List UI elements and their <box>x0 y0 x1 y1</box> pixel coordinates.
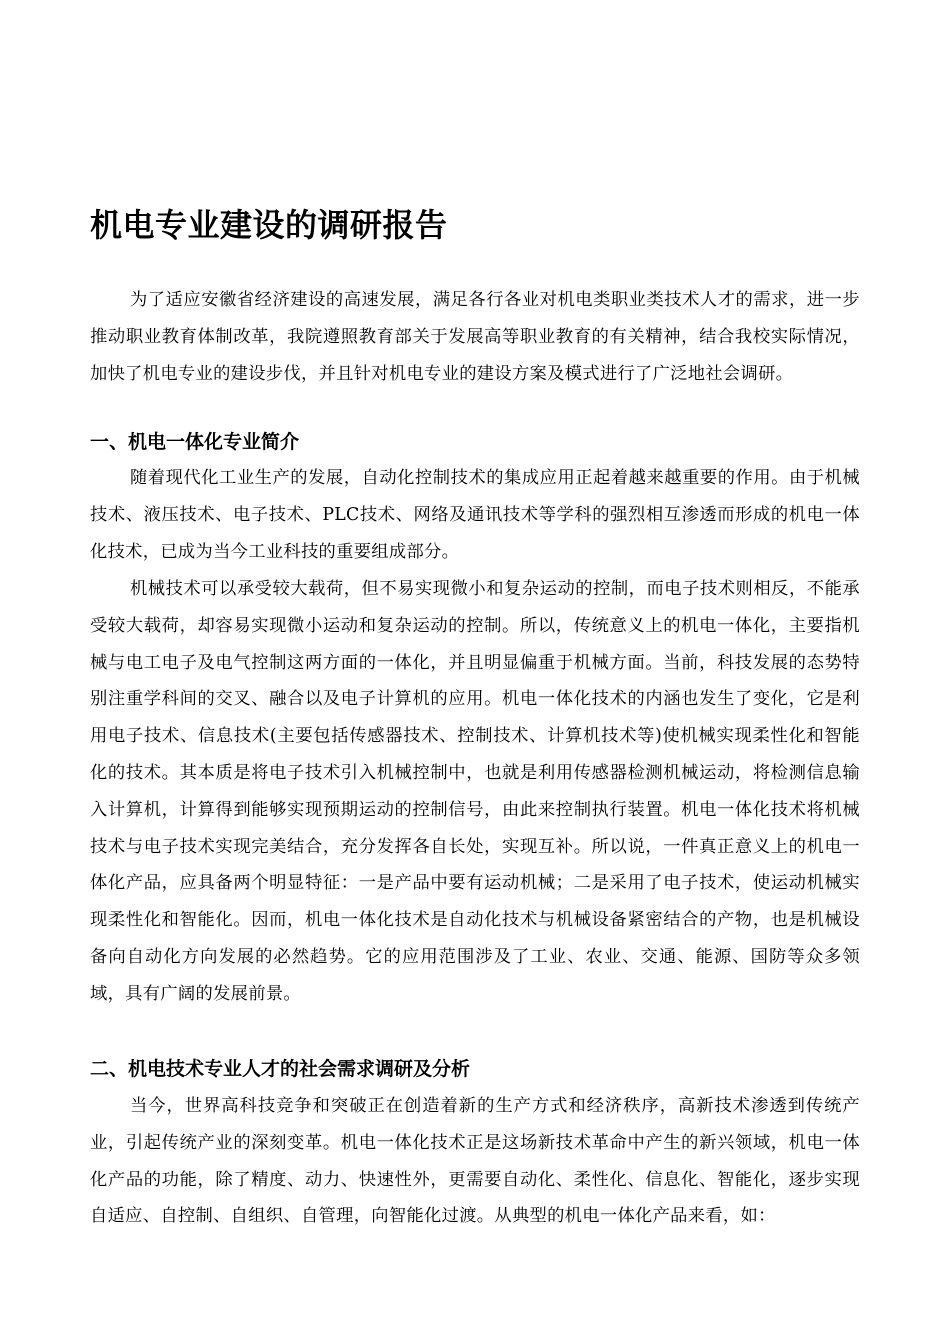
section-2-paragraph-1: 当今，世界高科技竞争和突破正在创造着新的生产方式和经济秩序，高新技术渗透到传统产业，引起传统产业的深刻变革。机电一体化技术正是这场新技术革命中产生的新兴领域，机电一体化产品的功能，除了精度、动力、快速性外，更需要自动化、柔性化、信息化、智能化，逐步实现自适应、自控制、自组织、自管理，向智能化过渡。从典型的机电一体化产品来看，如： <box>90 1096 860 1227</box>
intro-paragraph: 为了适应安徽省经济建设的高速发展，满足各行各业对机电类职业类技术人才的需求，进一步推动职业教育体制改革，我院遵照教育部关于发展高等职业教育的有关精神，结合我校实际情况，加快了机电专业的建设步伐，并且针对机电专业的建设方案及模式进行了广泛地社会调研。 <box>90 290 860 384</box>
section-1-heading: 一、机电一体化专业简介 <box>90 431 300 453</box>
document-title: 机电专业建设的调研报告 <box>90 206 448 244</box>
section-1-paragraph-1: 随着现代化工业生产的发展，自动化控制技术的集成应用正起着越来越重要的作用。由于机械技术、液压技术、电子技术、PLC技术、网络及通讯技术等学科的强烈相互渗透而形成的机电一体化技术，已成为当今工业科技的重要组成部分。 <box>90 468 860 562</box>
section-2-heading: 二、机电技术专业人才的社会需求调研及分析 <box>90 1058 471 1080</box>
section-1-paragraph-2: 机械技术可以承受较大载荷，但不易实现微小和复杂运动的控制，而电子技术则相反，不能承受较大载荷，却容易实现微小运动和复杂运动的控制。所以，传统意义上的机电一体化，主要指机械与电工电子及电气控制这两方面的一体化，并且明显偏重于机械方面。当前，科技发展的态势特别注重学科间的交叉、融合以及电子计算机的应用。机电一体化技术的内涵也发生了变化，它是利用电子技术、信息技术(主要包括传感器技术、控制技术、计算机技术等)使机械实现柔性化和智能化的技术。其本质是将电子技术引入机械控制中，也就是利用传感器检测机械运动，将检测信息输入计算机，计算得到能够实现预期运动的控制信号，由此来控制执行装置。机电一体化技术将机械技术与电子技术实现完美结合，充分发挥各自长处，实现互补。所以说，一件真正意义上的机电一体化产品，应具备两个明显特征：一是产品中要有运动机械；二是采用了电子技术，使运动机械实现柔性化和智能化。因而，机电一体化技术是自动化技术与机械设备紧密结合的产物，也是机械设备向自动化方向发展的必然趋势。它的应用范围涉及了工业、农业、交通、能源、国防等众多领域，具有广阔的发展前景。 <box>90 579 860 1004</box>
